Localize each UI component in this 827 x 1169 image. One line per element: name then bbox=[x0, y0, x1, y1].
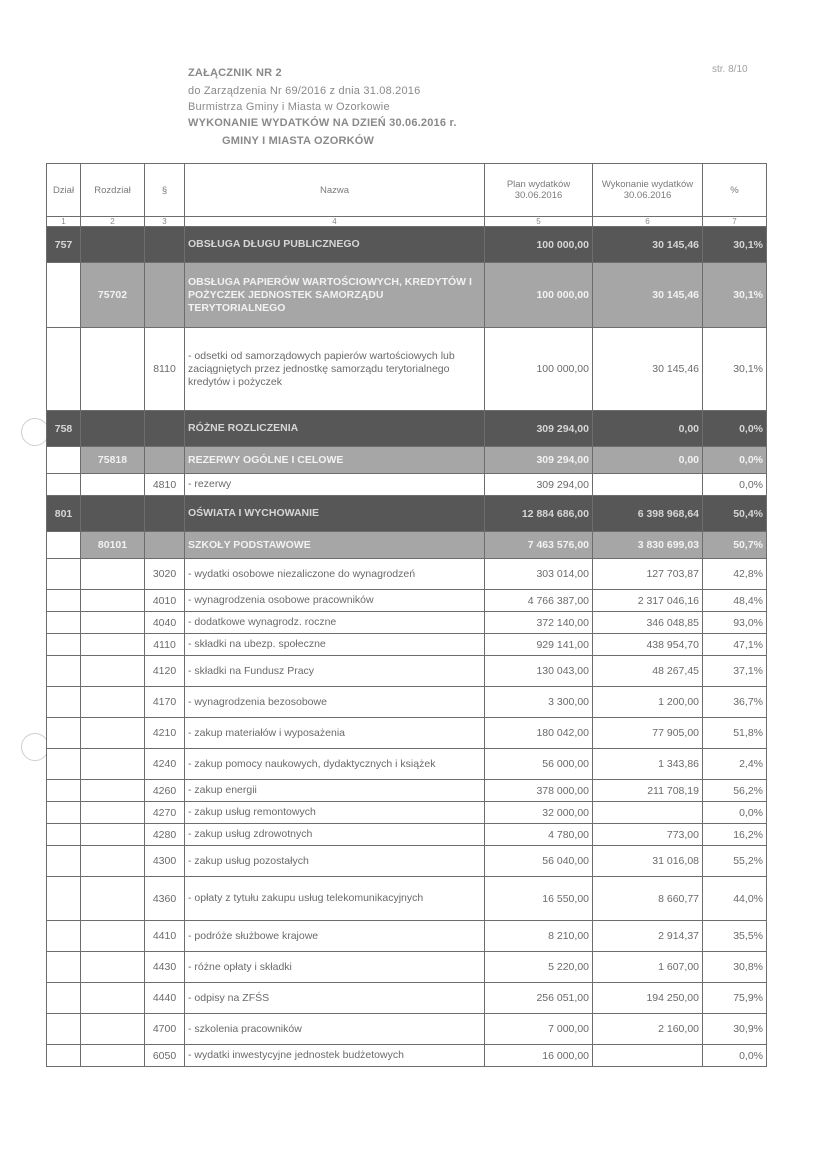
cell-name: - wydatki inwestycyjne jednostek budżetowych bbox=[185, 1045, 485, 1067]
cell-pct: 35,5% bbox=[703, 921, 767, 952]
cell-exec: 48 267,45 bbox=[593, 656, 703, 687]
cell-dzial bbox=[47, 749, 81, 780]
cell-name: - zakup energii bbox=[185, 780, 485, 802]
column-number: 5 bbox=[485, 217, 593, 227]
cell-name: - składki na Fundusz Pracy bbox=[185, 656, 485, 687]
cell-dzial bbox=[47, 328, 81, 411]
cell-paragraf: 3020 bbox=[145, 559, 185, 590]
cell-exec: 1 607,00 bbox=[593, 952, 703, 983]
cell-rozdzial: 75818 bbox=[81, 447, 145, 474]
column-number: 1 bbox=[47, 217, 81, 227]
cell-pct: 44,0% bbox=[703, 877, 767, 921]
cell-pct: 48,4% bbox=[703, 590, 767, 612]
cell-exec: 30 145,46 bbox=[593, 328, 703, 411]
cell-name: - składki na ubezp. społeczne bbox=[185, 634, 485, 656]
cell-paragraf: 4260 bbox=[145, 780, 185, 802]
cell-paragraf: 4300 bbox=[145, 846, 185, 877]
cell-paragraf: 4170 bbox=[145, 687, 185, 718]
cell-rozdzial bbox=[81, 983, 145, 1014]
cell-dzial: 758 bbox=[47, 411, 81, 447]
cell-dzial bbox=[47, 921, 81, 952]
cell-plan: 16 550,00 bbox=[485, 877, 593, 921]
cell-paragraf: 4280 bbox=[145, 824, 185, 846]
cell-name: SZKOŁY PODSTAWOWE bbox=[185, 532, 485, 559]
table-row bbox=[47, 780, 767, 802]
cell-pct: 51,8% bbox=[703, 718, 767, 749]
cell-dzial bbox=[47, 263, 81, 328]
cell-paragraf: 4010 bbox=[145, 590, 185, 612]
cell-plan: 309 294,00 bbox=[485, 474, 593, 496]
cell-dzial bbox=[47, 846, 81, 877]
cell-dzial: 757 bbox=[47, 227, 81, 263]
punch-hole-top bbox=[21, 418, 49, 446]
cell-dzial bbox=[47, 656, 81, 687]
cell-name: - wydatki osobowe niezaliczone do wynagrodzeń bbox=[185, 559, 485, 590]
cell-paragraf: 4440 bbox=[145, 983, 185, 1014]
col-header-nazwa: Nazwa bbox=[185, 164, 485, 217]
col-header-rozdzial: Rozdział bbox=[81, 164, 145, 217]
cell-name: - różne opłaty i składki bbox=[185, 952, 485, 983]
cell-paragraf bbox=[145, 447, 185, 474]
cell-paragraf: 4040 bbox=[145, 612, 185, 634]
table-row bbox=[47, 328, 767, 411]
cell-plan: 100 000,00 bbox=[485, 328, 593, 411]
cell-exec bbox=[593, 474, 703, 496]
cell-rozdzial bbox=[81, 749, 145, 780]
column-number: 6 bbox=[593, 217, 703, 227]
municipality-name: GMINY I MIASTA OZORKÓW bbox=[222, 135, 375, 147]
cell-plan: 180 042,00 bbox=[485, 718, 593, 749]
cell-rozdzial bbox=[81, 656, 145, 687]
column-number: 7 bbox=[703, 217, 767, 227]
cell-rozdzial: 80101 bbox=[81, 532, 145, 559]
cell-exec: 30 145,46 bbox=[593, 227, 703, 263]
cell-name: - zakup usług pozostałych bbox=[185, 846, 485, 877]
cell-name: OBSŁUGA PAPIERÓW WARTOŚCIOWYCH, KREDYTÓW I POŻYCZEK JEDNOSTEK SAMORZĄDU TERYTORIALNEGO bbox=[185, 263, 485, 328]
cell-exec: 1 200,00 bbox=[593, 687, 703, 718]
cell-pct: 47,1% bbox=[703, 634, 767, 656]
cell-paragraf: 4410 bbox=[145, 921, 185, 952]
cell-rozdzial bbox=[81, 877, 145, 921]
cell-rozdzial bbox=[81, 824, 145, 846]
cell-exec: 2 317 046,16 bbox=[593, 590, 703, 612]
table-row bbox=[47, 718, 767, 749]
cell-paragraf: 4270 bbox=[145, 802, 185, 824]
cell-plan: 929 141,00 bbox=[485, 634, 593, 656]
table-row bbox=[47, 749, 767, 780]
cell-dzial bbox=[47, 1045, 81, 1067]
cell-name: - wynagrodzenia bezosobowe bbox=[185, 687, 485, 718]
cell-pct: 30,1% bbox=[703, 328, 767, 411]
cell-exec: 0,00 bbox=[593, 411, 703, 447]
col-header-wykonanie: Wykonanie wydatków 30.06.2016 bbox=[593, 164, 703, 217]
cell-dzial bbox=[47, 532, 81, 559]
col-header-plan: Plan wydatków 30.06.2016 bbox=[485, 164, 593, 217]
col-header-procent: % bbox=[703, 164, 767, 217]
cell-dzial bbox=[47, 802, 81, 824]
cell-pct: 55,2% bbox=[703, 846, 767, 877]
report-title: WYKONANIE WYDATKÓW NA DZIEŃ 30.06.2016 r. bbox=[188, 117, 457, 129]
cell-paragraf bbox=[145, 263, 185, 328]
cell-plan: 7 463 576,00 bbox=[485, 532, 593, 559]
cell-exec: 31 016,08 bbox=[593, 846, 703, 877]
table-row bbox=[47, 474, 767, 496]
cell-plan: 12 884 686,00 bbox=[485, 496, 593, 532]
issuer-line: Burmistrza Gminy i Miasta w Ozorkowie bbox=[188, 101, 390, 113]
table-header-row bbox=[47, 164, 767, 217]
cell-exec: 438 954,70 bbox=[593, 634, 703, 656]
cell-plan: 56 040,00 bbox=[485, 846, 593, 877]
cell-pct: 50,4% bbox=[703, 496, 767, 532]
cell-exec: 127 703,87 bbox=[593, 559, 703, 590]
cell-pct: 75,9% bbox=[703, 983, 767, 1014]
cell-paragraf: 6050 bbox=[145, 1045, 185, 1067]
cell-pct: 16,2% bbox=[703, 824, 767, 846]
column-number: 4 bbox=[185, 217, 485, 227]
cell-dzial bbox=[47, 952, 81, 983]
cell-exec: 6 398 968,64 bbox=[593, 496, 703, 532]
cell-name: - rezerwy bbox=[185, 474, 485, 496]
cell-plan: 303 014,00 bbox=[485, 559, 593, 590]
table-row bbox=[47, 634, 767, 656]
cell-rozdzial bbox=[81, 1045, 145, 1067]
table-row bbox=[47, 952, 767, 983]
cell-rozdzial bbox=[81, 474, 145, 496]
cell-paragraf: 4430 bbox=[145, 952, 185, 983]
column-number: 2 bbox=[81, 217, 145, 227]
cell-pct: 56,2% bbox=[703, 780, 767, 802]
cell-name: REZERWY OGÓLNE I CELOWE bbox=[185, 447, 485, 474]
annex-title: ZAŁĄCZNIK NR 2 bbox=[188, 67, 282, 79]
cell-pct: 37,1% bbox=[703, 656, 767, 687]
cell-rozdzial bbox=[81, 328, 145, 411]
cell-pct: 0,0% bbox=[703, 474, 767, 496]
cell-name: - dodatkowe wynagrodz. roczne bbox=[185, 612, 485, 634]
cell-name: - wynagrodzenia osobowe pracowników bbox=[185, 590, 485, 612]
cell-paragraf: 4360 bbox=[145, 877, 185, 921]
col-header-paragraf: § bbox=[145, 164, 185, 217]
table-row-chapter bbox=[47, 263, 767, 328]
cell-rozdzial bbox=[81, 846, 145, 877]
table-row-section bbox=[47, 411, 767, 447]
cell-pct: 0,0% bbox=[703, 802, 767, 824]
cell-pct: 36,7% bbox=[703, 687, 767, 718]
cell-dzial bbox=[47, 559, 81, 590]
cell-dzial bbox=[47, 983, 81, 1014]
cell-name: OBSŁUGA DŁUGU PUBLICZNEGO bbox=[185, 227, 485, 263]
column-number-row bbox=[47, 217, 767, 227]
cell-rozdzial bbox=[81, 921, 145, 952]
cell-exec: 77 905,00 bbox=[593, 718, 703, 749]
cell-paragraf: 8110 bbox=[145, 328, 185, 411]
table-row-section bbox=[47, 496, 767, 532]
cell-name: - zakup pomocy naukowych, dydaktycznych i książek bbox=[185, 749, 485, 780]
cell-plan: 3 300,00 bbox=[485, 687, 593, 718]
cell-plan: 32 000,00 bbox=[485, 802, 593, 824]
table-row bbox=[47, 612, 767, 634]
cell-exec: 194 250,00 bbox=[593, 983, 703, 1014]
page-reference: str. 8/10 bbox=[712, 64, 748, 75]
cell-plan: 378 000,00 bbox=[485, 780, 593, 802]
cell-name: - zakup materiałów i wyposażenia bbox=[185, 718, 485, 749]
cell-dzial bbox=[47, 1014, 81, 1045]
cell-rozdzial bbox=[81, 718, 145, 749]
cell-exec: 0,00 bbox=[593, 447, 703, 474]
cell-paragraf bbox=[145, 411, 185, 447]
cell-pct: 0,0% bbox=[703, 411, 767, 447]
table-row bbox=[47, 559, 767, 590]
cell-dzial bbox=[47, 590, 81, 612]
cell-pct: 50,7% bbox=[703, 532, 767, 559]
cell-paragraf bbox=[145, 532, 185, 559]
cell-name: - podróże służbowe krajowe bbox=[185, 921, 485, 952]
cell-exec bbox=[593, 1045, 703, 1067]
cell-dzial bbox=[47, 780, 81, 802]
cell-name: OŚWIATA I WYCHOWANIE bbox=[185, 496, 485, 532]
cell-dzial bbox=[47, 718, 81, 749]
cell-plan: 16 000,00 bbox=[485, 1045, 593, 1067]
cell-exec: 1 343,86 bbox=[593, 749, 703, 780]
cell-plan: 7 000,00 bbox=[485, 1014, 593, 1045]
column-number: 3 bbox=[145, 217, 185, 227]
cell-dzial bbox=[47, 634, 81, 656]
table-row bbox=[47, 687, 767, 718]
cell-paragraf bbox=[145, 227, 185, 263]
cell-dzial bbox=[47, 687, 81, 718]
cell-exec bbox=[593, 802, 703, 824]
cell-rozdzial bbox=[81, 952, 145, 983]
cell-pct: 2,4% bbox=[703, 749, 767, 780]
cell-plan: 56 000,00 bbox=[485, 749, 593, 780]
table-row bbox=[47, 1045, 767, 1067]
cell-plan: 256 051,00 bbox=[485, 983, 593, 1014]
table-row bbox=[47, 824, 767, 846]
table-row bbox=[47, 846, 767, 877]
table-row bbox=[47, 656, 767, 687]
expenditure-table bbox=[46, 163, 767, 1067]
cell-pct: 30,1% bbox=[703, 263, 767, 328]
cell-dzial bbox=[47, 612, 81, 634]
cell-rozdzial bbox=[81, 634, 145, 656]
cell-rozdzial: 75702 bbox=[81, 263, 145, 328]
cell-pct: 30,9% bbox=[703, 1014, 767, 1045]
cell-rozdzial bbox=[81, 590, 145, 612]
cell-paragraf: 4700 bbox=[145, 1014, 185, 1045]
cell-name: - odpisy na ZFŚS bbox=[185, 983, 485, 1014]
cell-dzial: 801 bbox=[47, 496, 81, 532]
cell-name: - zakup usług remontowych bbox=[185, 802, 485, 824]
cell-exec: 2 914,37 bbox=[593, 921, 703, 952]
cell-rozdzial bbox=[81, 496, 145, 532]
cell-rozdzial bbox=[81, 802, 145, 824]
cell-dzial bbox=[47, 474, 81, 496]
cell-pct: 0,0% bbox=[703, 447, 767, 474]
table-row-section bbox=[47, 227, 767, 263]
cell-exec: 346 048,85 bbox=[593, 612, 703, 634]
cell-plan: 4 766 387,00 bbox=[485, 590, 593, 612]
cell-rozdzial bbox=[81, 780, 145, 802]
cell-paragraf: 4810 bbox=[145, 474, 185, 496]
cell-exec: 30 145,46 bbox=[593, 263, 703, 328]
cell-exec: 211 708,19 bbox=[593, 780, 703, 802]
cell-name: - odsetki od samorządowych papierów wartościowych lub zaciągniętych przez jednostkę samorządu terytorialnego kredytów i pożyczek bbox=[185, 328, 485, 411]
table-row bbox=[47, 921, 767, 952]
cell-plan: 100 000,00 bbox=[485, 263, 593, 328]
cell-plan: 100 000,00 bbox=[485, 227, 593, 263]
cell-plan: 4 780,00 bbox=[485, 824, 593, 846]
table-row bbox=[47, 802, 767, 824]
cell-exec: 3 830 699,03 bbox=[593, 532, 703, 559]
cell-exec: 773,00 bbox=[593, 824, 703, 846]
cell-name: RÓŻNE ROZLICZENIA bbox=[185, 411, 485, 447]
cell-dzial bbox=[47, 824, 81, 846]
cell-name: - zakup usług zdrowotnych bbox=[185, 824, 485, 846]
cell-pct: 42,8% bbox=[703, 559, 767, 590]
cell-plan: 5 220,00 bbox=[485, 952, 593, 983]
cell-plan: 309 294,00 bbox=[485, 411, 593, 447]
cell-pct: 30,8% bbox=[703, 952, 767, 983]
cell-rozdzial bbox=[81, 227, 145, 263]
cell-exec: 8 660,77 bbox=[593, 877, 703, 921]
cell-plan: 8 210,00 bbox=[485, 921, 593, 952]
cell-paragraf: 4210 bbox=[145, 718, 185, 749]
cell-plan: 372 140,00 bbox=[485, 612, 593, 634]
cell-paragraf bbox=[145, 496, 185, 532]
cell-paragraf: 4110 bbox=[145, 634, 185, 656]
cell-name: - opłaty z tytułu zakupu usług telekomunikacyjnych bbox=[185, 877, 485, 921]
cell-rozdzial bbox=[81, 1014, 145, 1045]
cell-dzial bbox=[47, 447, 81, 474]
table-row bbox=[47, 1014, 767, 1045]
table-row bbox=[47, 877, 767, 921]
cell-rozdzial bbox=[81, 411, 145, 447]
cell-exec: 2 160,00 bbox=[593, 1014, 703, 1045]
cell-plan: 130 043,00 bbox=[485, 656, 593, 687]
cell-paragraf: 4120 bbox=[145, 656, 185, 687]
order-reference: do Zarządzenia Nr 69/2016 z dnia 31.08.2016 bbox=[188, 85, 421, 97]
cell-plan: 309 294,00 bbox=[485, 447, 593, 474]
cell-paragraf: 4240 bbox=[145, 749, 185, 780]
cell-pct: 93,0% bbox=[703, 612, 767, 634]
cell-pct: 0,0% bbox=[703, 1045, 767, 1067]
table-row-chapter bbox=[47, 447, 767, 474]
table-row-chapter bbox=[47, 532, 767, 559]
cell-dzial bbox=[47, 877, 81, 921]
col-header-dzial: Dział bbox=[47, 164, 81, 217]
cell-pct: 30,1% bbox=[703, 227, 767, 263]
cell-rozdzial bbox=[81, 559, 145, 590]
cell-name: - szkolenia pracowników bbox=[185, 1014, 485, 1045]
table-row bbox=[47, 983, 767, 1014]
cell-rozdzial bbox=[81, 612, 145, 634]
cell-rozdzial bbox=[81, 687, 145, 718]
table-row bbox=[47, 590, 767, 612]
punch-hole-bottom bbox=[21, 733, 49, 761]
